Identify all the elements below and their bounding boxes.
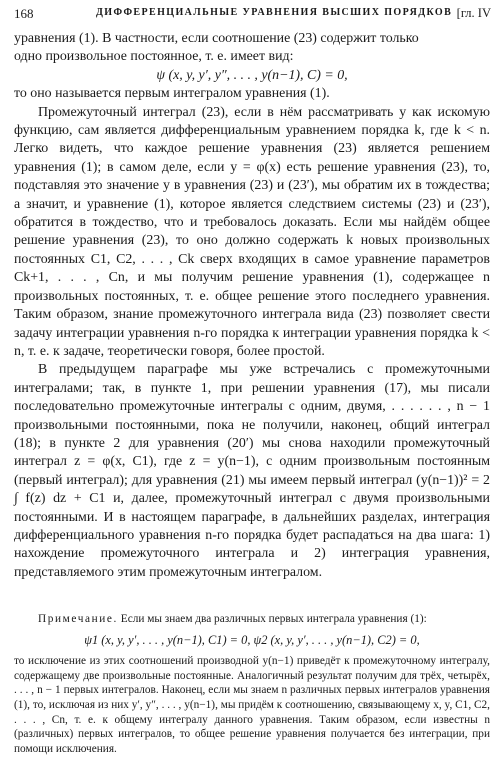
remark-block [14,612,490,756]
remark-intro: Если мы знаем два различных первых интеграла уравнения (1): [120,613,427,625]
paragraph-1-line-1: уравнения (1). В частности, если соотношение (23) содержит только [14,31,419,46]
remark-formula: ψ1 (x, y, y′, . . . , y(n−1), C1) = 0, ψ2 (x, y, y′, . . . , y(n−1), C2) = 0, [84,632,420,647]
paragraph-2: то оно называется первым интегралом уравнения (1). [14,86,330,102]
running-title: ДИФФЕРЕНЦИАЛЬНЫЕ УРАВНЕНИЯ ВЫСШИХ ПОРЯДКОВ [96,7,453,18]
chapter-label: [гл. IV [456,6,491,20]
first-integral-formula: ψ (x, y, y′, y″, . . . , y(n−1), C) = 0, [156,67,348,83]
remark-label: Примечание. [38,613,118,625]
main-text [14,30,490,582]
paragraph-1-line-2: одно произвольное постоянное, т. е. имеет вид: [14,49,294,65]
paragraph-4: В предыдущем параграфе мы уже встречались с промежуточными интегралами; так, в пункте 1, при решении уравнения (17), мы писали последовательно промежуточные интегралы с одним, двумя, . . . . . . , n − 1 произвольными постоянными, пока не получили, наконец, общий интеграл (18); в пункте 2 для уравнения (20′) мы снова находили промежуточный интеграл z = φ(x, C1), где z = y(n−1), с одним произвольным постоянным (первый интеграл); для уравнения (21) мы имеем первый интеграл (y(n−1))² = 2 ∫ f(z) dz + C1 и, далее, промежуточный интеграл с двумя произвольными постоянными. И в настоящем параграфе, в дальнейших разделах, интеграция дифференциального уравнения n-го порядка будет распадаться на два шага: 1) нахождение промежуточного интеграла и 2) интеграция уравнения, представляемого этим промежуточным интегралом. [14,362,490,580]
remark-text: то исключение из этих соотношений производной y(n−1) приведёт к промежуточному интегралу, содержащему две произвольные постоянные. Аналогичный результат получим для трёх, четырёх, . . . , n − 1 первых интегралов. Наконец, если мы знаем n различных первых интегралов уравнения (1), то, исключая из них y′, y″, . . . , y(n−1), мы придём к соотношению, связывающему x, y, C1, C2, . . . , Cn, т. е. к общему интегралу данного уравнения. Таким образом, если известны n (различных) первых интегралов, то общее решение уравнения получается без интеграции, при помощи исключения. [14,655,490,755]
paragraph-3: Промежуточный интеграл (23), если в нём рассматривать y как искомую функцию, сам является дифференциальным уравнением порядка k, где k < n. Легко видеть, что каждое решение уравнения (23) является решением уравнения (1); в самом деле, если y = φ(x) есть решение уравнения (23), то, подставляя это значение y в уравнения (23) и (23′), мы обратим их в тождества; а значит, и уравнение (1), которое является следствием системы (23) и (23′), обратится в тождество, что и требовалось доказать. Если мы найдём общее решение уравнения (23), то оно должно содержать k новых произвольных постоянных C1, C2, . . . , Ck сверх входящих в самое уравнение параметров Ck+1, . . . , Cn, и мы получим решение уравнения (1), содержащее n произвольных постоянных, т. е. общее решение этого последнего уравнения. Таким образом, знание промежуточного интеграла вида (23) позволяет свести задачу интеграции уравнения n-го порядка к интеграции уравнения порядка k < n, т. е. к задаче, теоретически говоря, более простой. [14,104,490,359]
page-header [14,6,491,24]
page-number: 168 [14,6,34,21]
